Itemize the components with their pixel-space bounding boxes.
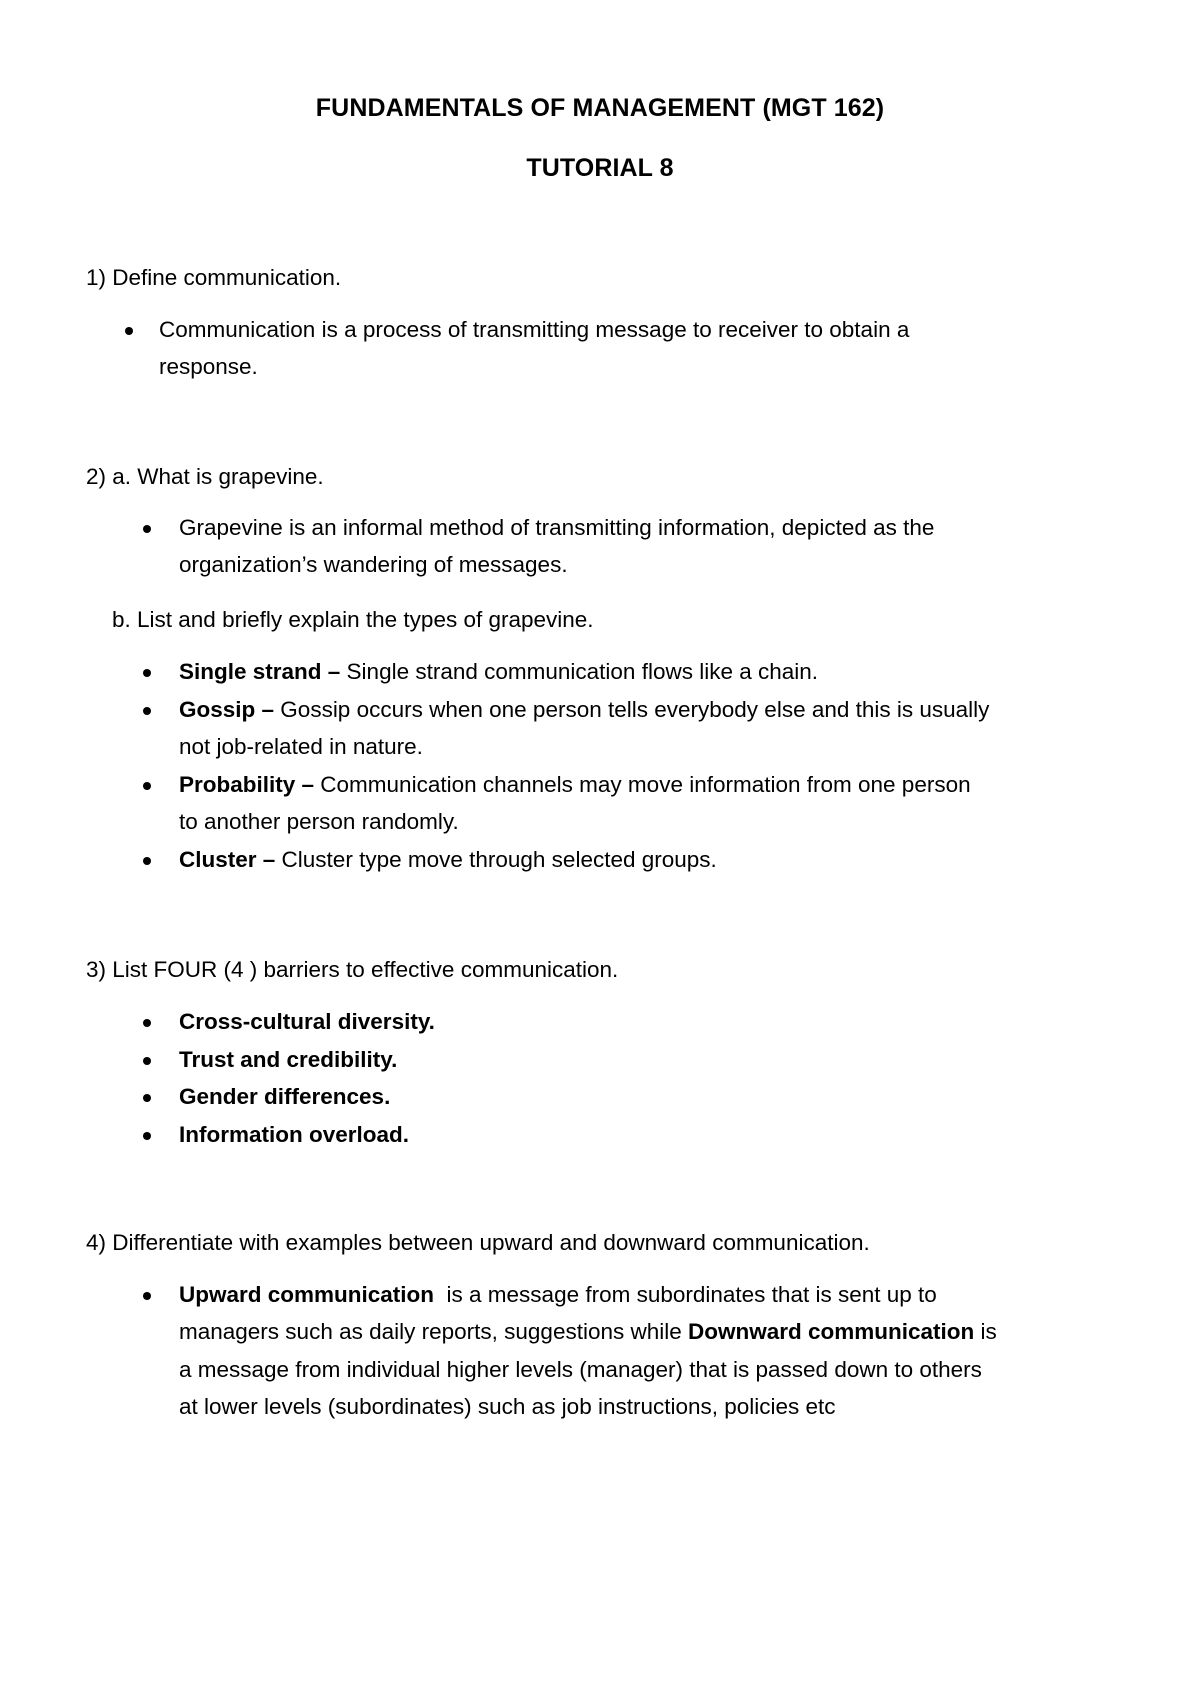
term-label: Cluster – [179, 847, 276, 872]
term-description: Communication channels may move information from one person [314, 772, 971, 797]
bullet-icon [143, 1019, 151, 1027]
answer-4-line-2-start: managers such as daily reports, suggestions while [179, 1319, 689, 1344]
barrier-label: Gender differences. [179, 1084, 391, 1109]
grapevine-type-gossip [179, 696, 989, 724]
barrier-label: Cross-cultural diversity. [179, 1009, 435, 1034]
term-label: Single strand – [179, 659, 341, 684]
term-label: Probability – [179, 772, 315, 797]
term-description: Single strand communication flows like a chain. [340, 659, 819, 684]
term-label: Gossip – [179, 697, 275, 722]
barrier-item [179, 1008, 435, 1036]
question-2b: b. List and briefly explain the types of grapevine. [112, 607, 594, 632]
answer-4-line-1-rest: is a message from subordinates that is sent up to [434, 1282, 937, 1307]
answer-4-line-4: at lower levels (subordinates) such as job instructions, policies etc [179, 1394, 836, 1419]
answer-2a-line-2: organization’s wandering of messages. [179, 552, 568, 577]
bullet-icon [143, 1094, 151, 1102]
question-2a: 2) a. What is grapevine. [86, 464, 324, 489]
term-description: Cluster type move through selected groups. [275, 847, 717, 872]
term-upward: Upward communication [179, 1282, 435, 1307]
barrier-item [179, 1121, 409, 1149]
bullet-icon [143, 782, 151, 790]
question-4: 4) Differentiate with examples between upward and downward communication. [86, 1230, 870, 1255]
bullet-icon [143, 1132, 151, 1140]
answer-1-line-1: Communication is a process of transmitting message to receiver to obtain a [159, 317, 910, 342]
document-subtitle: TUTORIAL 8 [526, 154, 674, 182]
bullet-icon [143, 707, 151, 715]
bullet-icon [143, 669, 151, 677]
answer-4-line-1 [179, 1281, 937, 1309]
barrier-item [179, 1046, 397, 1074]
term-description: Gossip occurs when one person tells everybody else and this is usually [274, 697, 990, 722]
term-downward: Downward communication [688, 1319, 975, 1344]
grapevine-type-single-strand [179, 658, 818, 686]
grapevine-type-probability-cont: to another person randomly. [179, 809, 459, 834]
question-3: 3) List FOUR (4 ) barriers to effective communication. [86, 957, 619, 982]
grapevine-type-gossip-cont: not job-related in nature. [179, 734, 423, 759]
answer-2a-line-1: Grapevine is an informal method of transmitting information, depicted as the [179, 515, 935, 540]
bullet-icon [143, 525, 151, 533]
answer-4-line-2 [179, 1318, 997, 1346]
document-title: FUNDAMENTALS OF MANAGEMENT (MGT 162) [315, 94, 885, 122]
question-1: 1) Define communication. [86, 265, 342, 290]
barrier-label: Information overload. [179, 1122, 410, 1147]
barrier-item [179, 1083, 390, 1111]
answer-1-line-2: response. [159, 354, 258, 379]
bullet-icon [143, 1292, 151, 1300]
answer-4-line-3: a message from individual higher levels (manager) that is passed down to others [179, 1357, 982, 1382]
answer-4-line-2-end: is [974, 1319, 997, 1344]
barrier-label: Trust and credibility. [179, 1047, 398, 1072]
grapevine-type-probability [179, 771, 971, 799]
grapevine-type-cluster [179, 846, 717, 874]
bullet-icon [125, 327, 133, 335]
bullet-icon [143, 857, 151, 865]
bullet-icon [143, 1057, 151, 1065]
